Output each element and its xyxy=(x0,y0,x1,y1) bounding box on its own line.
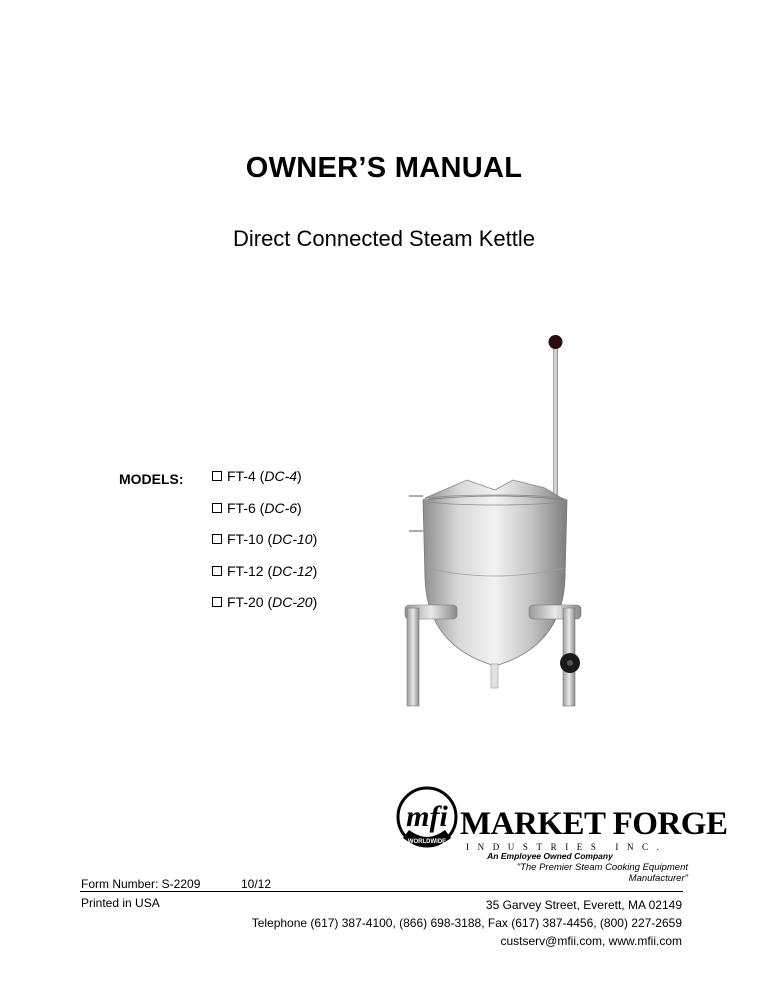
employee-owned-tagline: An Employee Owned Company xyxy=(487,851,613,861)
street-address: 35 Garvey Street, Everett, MA 02149 xyxy=(485,898,682,912)
checkbox-ft20[interactable] xyxy=(212,597,222,607)
model-name: FT-10 xyxy=(227,531,264,547)
checkbox-ft10[interactable] xyxy=(212,534,222,544)
printed-in: Printed in USA xyxy=(81,896,160,910)
model-name: FT-12 xyxy=(227,562,264,579)
model-code: DC-20 xyxy=(272,594,313,610)
checkbox-ft12[interactable] xyxy=(212,566,222,576)
form-number: Form Number: S-2209 xyxy=(81,877,201,891)
model-item-ft10: FT-10 ( DC-10 ) xyxy=(212,531,317,563)
checkbox-ft6[interactable] xyxy=(212,503,222,513)
model-item-ft12: FT-12 ( DC-12 ) xyxy=(212,563,317,595)
model-item-ft4: FT-4 ( DC-4 ) xyxy=(212,468,317,500)
brand-industries: INDUSTRIES INC. xyxy=(466,842,668,852)
model-list xyxy=(212,468,317,626)
model-name: FT-20 xyxy=(227,594,264,610)
models-label: MODELS: xyxy=(119,471,184,487)
model-code: DC-12 xyxy=(272,562,313,579)
model-name: FT-6 xyxy=(227,499,256,516)
drain xyxy=(491,664,498,688)
model-code: DC-6 xyxy=(264,499,298,516)
kettle-body xyxy=(423,496,567,666)
model-code: DC-4 xyxy=(264,468,298,484)
address-block xyxy=(252,896,682,950)
document-subtitle: Direct Connected Steam Kettle xyxy=(232,226,536,251)
steam-kettle-illustration xyxy=(395,328,595,713)
model-item-ft6: FT-6 ( DC-6 ) xyxy=(212,500,317,532)
phone-numbers: Telephone (617) 387-4100, (866) 698-3188, Fax (617) 387-4456, (800) 227-2659 xyxy=(251,916,682,930)
brand-name: MARKET FORGE xyxy=(460,806,728,842)
model-code: DC-10 xyxy=(272,531,313,547)
emblem-text: mfi xyxy=(406,800,448,833)
slogan: "The Premier Steam Cooking Equipment Manufacturer" xyxy=(516,862,688,884)
model-name: FT-4 xyxy=(227,468,256,484)
contact-links[interactable]: custserv@mfii.com, www.mfii.com xyxy=(500,934,682,948)
document-title: OWNER’S MANUAL xyxy=(245,152,523,184)
footer-divider xyxy=(80,891,683,892)
checkbox-ft4[interactable] xyxy=(212,471,222,481)
left-leg xyxy=(407,608,419,706)
emblem-ring-text: WORLDWIDE xyxy=(407,839,447,845)
tilt-handle-knob[interactable] xyxy=(549,335,563,349)
mfi-emblem-icon xyxy=(396,786,458,850)
model-item-ft20: FT-20 ( DC-20 ) xyxy=(212,594,317,626)
form-date: 10/12 xyxy=(241,877,272,891)
